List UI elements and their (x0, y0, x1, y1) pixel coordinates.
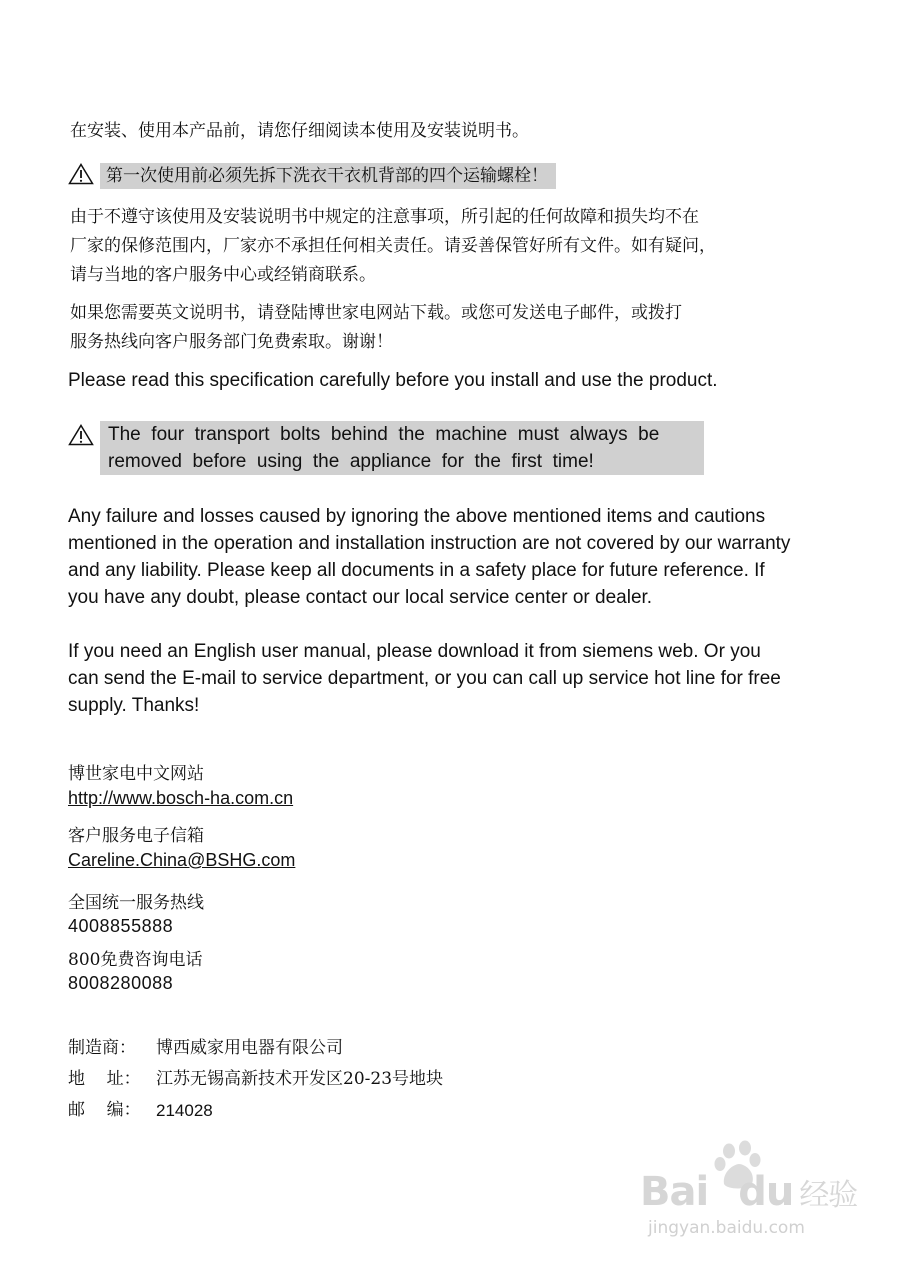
zh-intro: 在安装、使用本产品前，请您仔细阅读本使用及安装说明书。 (70, 121, 529, 141)
manufacturer-info (68, 1033, 443, 1126)
zh-liability-line: 由于不遵守该使用及安装说明书中规定的注意事项，所引起的任何故障和损失均不在 (70, 207, 699, 227)
address-value: 江苏无锡高新技术开发区20-23号地块 (156, 1069, 444, 1089)
free-line-label: 800免费咨询电话 (68, 950, 203, 970)
zh-manual-paragraph (70, 299, 682, 357)
website-label: 博世家电中文网站 (68, 764, 204, 784)
zh-liability-line: 请与当地的客户服务中心或经销商联系。 (70, 265, 376, 285)
watermark-logo-bai: Bai (640, 1169, 709, 1215)
en-liability-line: mentioned in the operation and installation instruction are not covered by our warranty (68, 533, 791, 554)
manufacturer-name: 博西威家用电器有限公司 (156, 1038, 343, 1058)
zh-warning-text: 第一次使用前必须先拆下洗衣干衣机背部的四个运输螺栓！ (100, 163, 556, 189)
en-warning-text (100, 421, 704, 475)
en-manual-line: can send the E-mail to service department, or you can call up service hot line for free (68, 668, 781, 689)
en-liability-line: you have any doubt, please contact our local service center or dealer. (68, 587, 653, 608)
zh-liability-paragraph (70, 203, 716, 290)
free-line-number: 8008280088 (68, 973, 174, 993)
contact-website (68, 763, 293, 810)
watermark-logo-du: du (738, 1169, 794, 1215)
website-link[interactable]: http://www.bosch-ha.com.cn (68, 788, 294, 808)
en-intro: Please read this specification carefully before you install and use the product. (68, 370, 718, 391)
en-manual-paragraph (68, 638, 781, 719)
zh-liability-line: 厂家的保修范围内，厂家亦不承担任何相关责任。请妥善保管好所有文件。如有疑问， (70, 236, 716, 256)
warning-triangle-icon (68, 163, 94, 185)
manufacturer-label: 制造商： (68, 1038, 136, 1058)
email-label: 客户服务电子信箱 (68, 826, 204, 846)
zh-manual-line: 如果您需要英文说明书，请登陆博世家电网站下载。或您可发送电子邮件，或拨打 (70, 303, 682, 323)
hotline-number: 4008855888 (68, 916, 174, 936)
address-row (68, 1064, 443, 1095)
email-link[interactable]: Careline.China@BSHG.com (68, 850, 296, 870)
en-manual-line: supply. Thanks! (68, 695, 200, 716)
en-liability-line: Any failure and losses caused by ignoring the above mentioned items and cautions (68, 506, 766, 527)
en-manual-line: If you need an English user manual, please download it from siemens web. Or you (68, 641, 761, 662)
contact-email (68, 825, 295, 872)
warning-triangle-icon (68, 424, 94, 446)
contact-hotline (68, 892, 204, 938)
baidu-watermark (640, 1140, 870, 1250)
postcode-label: 邮 编： (68, 1100, 141, 1120)
watermark-logo-cn: 经验 (799, 1178, 858, 1213)
en-warning-line: The four transport bolts behind the machine must always be (108, 424, 660, 445)
zh-warning (68, 163, 556, 189)
en-liability-paragraph (68, 503, 790, 611)
manufacturer-row (68, 1033, 443, 1064)
en-warning (68, 421, 704, 475)
postcode-row (68, 1095, 443, 1126)
en-warning-line: removed before using the appliance for the first time! (108, 451, 594, 472)
hotline-label: 全国统一服务热线 (68, 893, 204, 913)
postcode-value: 214028 (156, 1101, 213, 1120)
address-label: 地 址： (68, 1069, 141, 1089)
zh-manual-line: 服务热线向客户服务部门免费索取。谢谢！ (70, 332, 393, 352)
contact-free-line (68, 949, 202, 995)
watermark-url: jingyan.baidu.com (648, 1218, 805, 1238)
en-liability-line: and any liability. Please keep all documents in a safety place for future reference. If (68, 560, 765, 581)
